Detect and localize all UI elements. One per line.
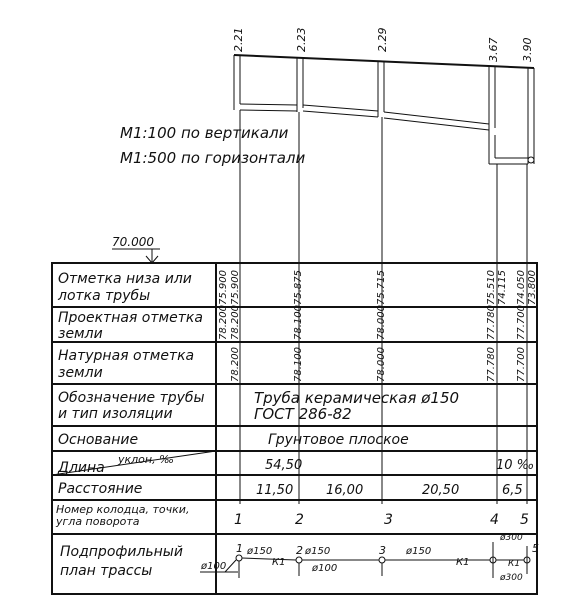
design-value-5: 77.780: [486, 305, 497, 340]
well-1-shaft: [234, 55, 240, 110]
row-label-slope: уклон, ‰: [118, 453, 174, 466]
invert-value-6: 74.115: [497, 270, 508, 305]
invert-value-8: 73.800: [527, 270, 538, 305]
well-number-3: 3: [384, 512, 393, 528]
base-value: Грунтовое плоское: [268, 432, 409, 448]
svg-text:2: 2: [296, 544, 303, 557]
well-number-4: 4: [490, 512, 499, 528]
distance-value-1: 11,50: [256, 483, 294, 498]
design-value-1: 78.200: [218, 305, 229, 340]
slope-value: 10 ‰: [496, 458, 535, 473]
row-label-invert: Отметка низа или лотка трубы: [58, 271, 192, 304]
plan-d300-top: ø300: [500, 533, 523, 543]
plan-well-2: [296, 557, 302, 563]
pipe-standard: ГОСТ 286-82: [254, 405, 352, 423]
length-value: 54,50: [265, 458, 303, 473]
invert-value-2: 75.900: [230, 270, 241, 305]
depth-label-5: 3.90: [521, 37, 534, 62]
svg-text:3: 3: [379, 544, 386, 557]
svg-text:5: 5: [532, 542, 539, 555]
depth-label-4: 3.67: [487, 37, 500, 62]
plan-d150-a: ø150: [247, 546, 273, 557]
row-label-length: Длина: [58, 460, 105, 476]
invert-value-3: 75.875: [293, 270, 304, 305]
row-label-design: Проектная отметка земли: [58, 310, 203, 342]
row-label-plan: Подпрофильный план трассы: [60, 544, 183, 579]
natural-value-4: 77.780: [486, 347, 497, 382]
invert-value-1: 75.900: [218, 270, 229, 305]
distance-value-2: 16,00: [326, 483, 364, 498]
design-value-4: 78.000: [376, 305, 387, 340]
row-label-natural: Натурная отметка земли: [58, 348, 195, 381]
route-plan: [200, 533, 539, 583]
depth-label-1: 2.21: [232, 27, 245, 52]
invert-value-7: 74.050: [516, 270, 527, 305]
row-label-pipe: Обозначение трубы и тип изоляции: [58, 390, 205, 422]
svg-text:1: 1: [236, 542, 243, 555]
natural-value-3: 78.000: [376, 347, 387, 382]
distance-value-4: 6,5: [502, 483, 523, 498]
plan-d100-b: ø100: [312, 563, 338, 574]
plan-d100-inlet: ø100: [201, 561, 227, 572]
scale-vertical: М1:100 по вертикали: [120, 124, 289, 142]
depth-label-2: 2.23: [295, 27, 308, 52]
invert-value-5: 75.510: [486, 270, 497, 305]
well-number-5: 5: [520, 512, 529, 528]
well-4-shaft: [489, 66, 495, 164]
row-label-distance: Расстояние: [58, 481, 143, 497]
plan-well-3: [379, 557, 385, 563]
natural-value-1: 78.200: [230, 347, 241, 382]
plan-d300-bottom: ø300: [500, 573, 523, 583]
invert-value-4: 75.715: [376, 270, 387, 305]
pipe-designation: Труба керамическая ø150: [254, 389, 460, 407]
plan-k1-c: К1: [508, 559, 521, 569]
design-value-6: 77.700: [516, 305, 527, 340]
scale-horizontal: М1:500 по горизонтали: [120, 149, 306, 167]
well-5-shaft: [528, 68, 534, 164]
well-2-shaft: [297, 57, 303, 112]
well-number-1: 1: [234, 512, 243, 528]
design-value-3: 78.100: [293, 305, 304, 340]
plan-well-1: [236, 555, 242, 561]
plan-k1-b: К1: [456, 557, 470, 568]
natural-value-2: 78.100: [293, 347, 304, 382]
well-3-shaft: [378, 61, 384, 117]
row-label-base: Основание: [58, 432, 139, 448]
plan-k1-a: К1: [272, 557, 286, 568]
natural-value-5: 77.700: [516, 347, 527, 382]
datum-label: 70.000: [112, 235, 154, 249]
distance-value-3: 20,50: [422, 483, 460, 498]
plan-d150-c: ø150: [406, 546, 432, 557]
well-number-2: 2: [295, 512, 304, 528]
row-label-well: Номер колодца, точки, угла поворота: [56, 503, 190, 528]
design-value-2: 78.200: [230, 305, 241, 340]
depth-label-3: 2.29: [376, 27, 389, 52]
plan-d150-b: ø150: [305, 546, 331, 557]
